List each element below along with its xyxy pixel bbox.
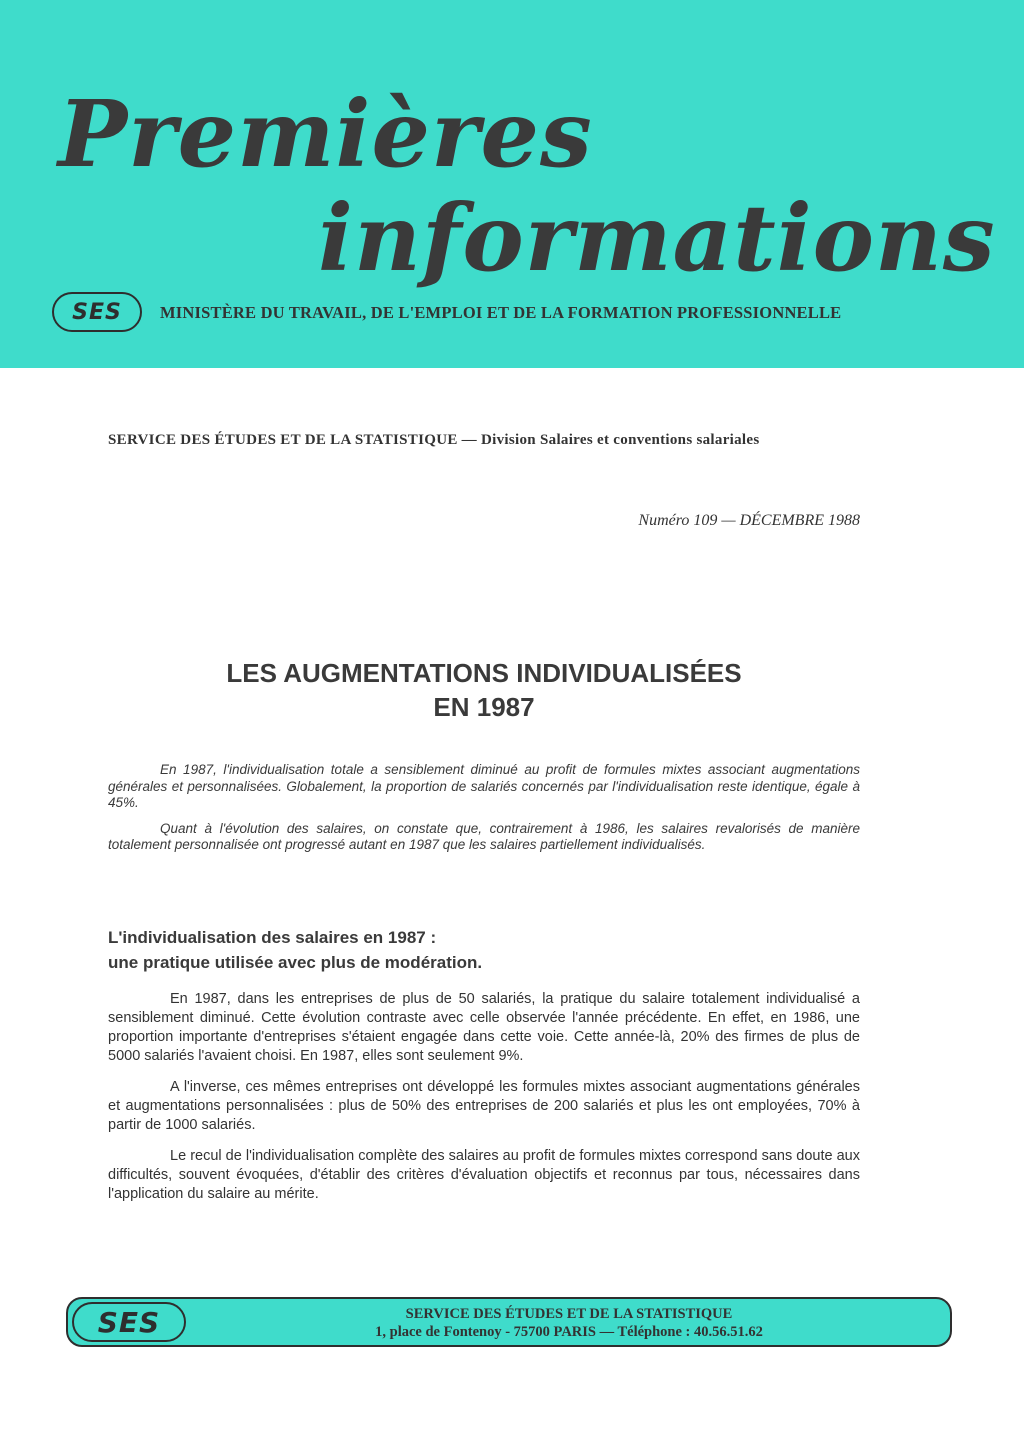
footer-address: [198, 1305, 940, 1341]
body-text: [108, 990, 860, 1216]
body-paragraph: Le recul de l'individualisation complète des salaires au profit de formules mixtes correspond sans doute aux difficultés, souvent évoquées, d'établir des critères d'évaluation objectifs et reconnus par tous, nécessaires dans l'application du salaire au mérite.: [108, 1148, 860, 1202]
article-title: [108, 656, 860, 724]
masthead-title-line2: informations: [318, 184, 996, 292]
abstract-paragraph: Quant à l'évolution des salaires, on constate que, contrairement à 1986, les salaires revalorisés de manière totalement personnalisée ont progressé autant en 1987 que les salaires partiellement individualisés.: [108, 820, 860, 852]
footer-line2: 1, place de Fontenoy - 75700 PARIS — Téléphone : 40.56.51.62: [375, 1324, 763, 1340]
body-paragraph: En 1987, dans les entreprises de plus de 50 salariés, la pratique du salaire totalement individualisé a sensiblement diminué. Cette évolution contraste avec celle observée l'année précédente. En effet, en 1986, une proportion importante d'entreprises s'étaient engagée dans cette voie. Cette année-là, 20% des firmes de plus de 5000 salariés l'avaient choisi. En 1987, elles sont seulement 9%.: [108, 991, 860, 1064]
section-heading-line1: L'individualisation des salaires en 1987 :: [108, 928, 437, 947]
footer-line1: SERVICE DES ÉTUDES ET DE LA STATISTIQUE: [405, 1306, 733, 1322]
abstract: [108, 762, 860, 863]
footer-box: [66, 1297, 952, 1347]
ministry-name: MINISTÈRE DU TRAVAIL, DE L'EMPLOI ET DE LA FORMATION PROFESSIONNELLE: [160, 303, 842, 322]
service-line: SERVICE DES ÉTUDES ET DE LA STATISTIQUE — Division Salaires et conventions salariales: [108, 432, 760, 448]
section-heading-line2: une pratique utilisée avec plus de modération.: [108, 953, 483, 972]
article-title-line1: LES AUGMENTATIONS INDIVIDUALISÉES: [226, 658, 742, 688]
issue-number: Numéro 109 — DÉCEMBRE 1988: [638, 512, 860, 529]
masthead-title-line1: Premières: [58, 80, 593, 188]
body-paragraph: A l'inverse, ces mêmes entreprises ont développé les formules mixtes associant augmentations générales et augmentations personnalisées : plus de 50% des entreprises de 200 salariés et plus les ont employées, 70% à partir de 1000 salariés.: [108, 1079, 860, 1133]
section-heading: [108, 925, 482, 975]
ses-logo: SES: [52, 292, 142, 332]
abstract-paragraph: En 1987, l'individualisation totale a sensiblement diminué au profit de formules mixtes associant augmentations générales et personnalisées. Globalement, la proportion de salariés concernés par l'individualisation reste identique, égale à 45%.: [108, 762, 860, 810]
footer-ses-logo: SES: [72, 1302, 186, 1342]
article-title-line2: EN 1987: [433, 692, 535, 722]
